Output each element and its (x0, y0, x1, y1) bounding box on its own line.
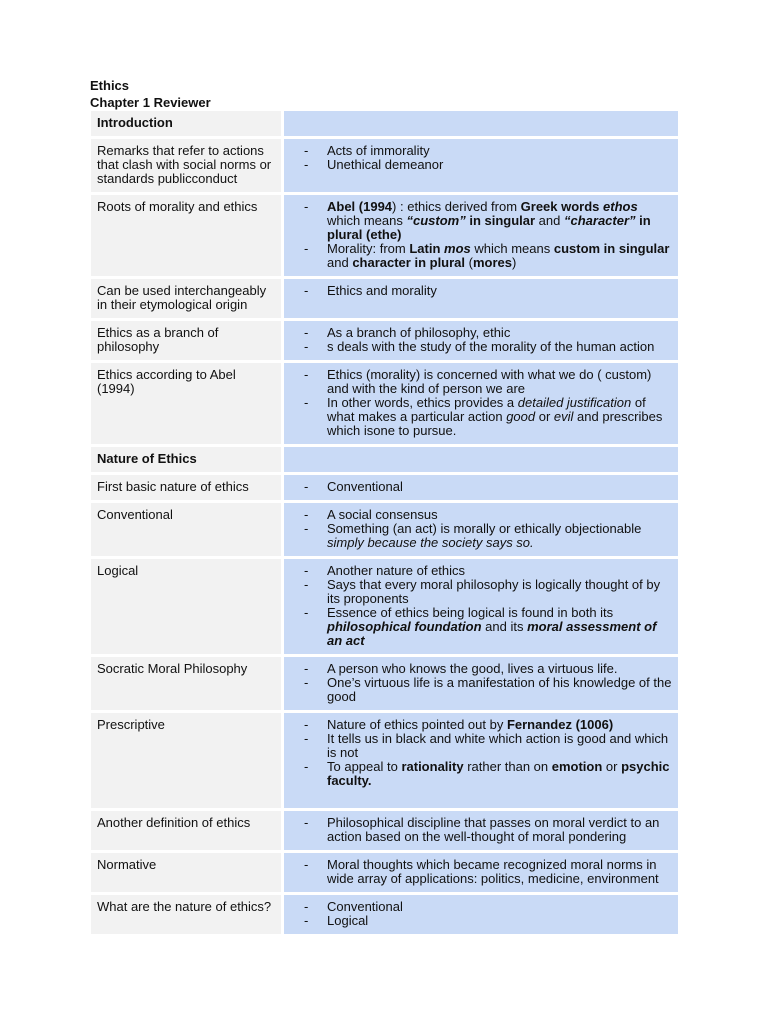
text-run: ) : ethics derived from (392, 199, 521, 214)
table-row (91, 447, 678, 475)
list-item-text (327, 760, 672, 788)
dash-bullet: - (304, 507, 309, 522)
list-item-text (327, 816, 672, 844)
text-run: philosophical foundation (327, 619, 482, 634)
text-run: Acts of immorality (327, 143, 430, 158)
table-row (91, 139, 678, 195)
list-item-text (327, 480, 672, 494)
definition-cell (284, 321, 678, 360)
text-run: Ethics (morality) is concerned with what we do ( custom) and with the kind of person we are (327, 367, 652, 396)
term-cell: Remarks that refer to actions that clash with social norms or standards publicconduct (91, 139, 281, 192)
list-item (304, 662, 672, 676)
text-run: To appeal to (327, 759, 402, 774)
list-item-text (327, 732, 672, 760)
dash-bullet: - (304, 759, 309, 774)
list-item-text (327, 676, 672, 704)
text-run: Greek words (520, 199, 604, 214)
text-run: rather than on (463, 759, 552, 774)
text-run: and (327, 255, 353, 270)
term-cell: Prescriptive (91, 713, 281, 808)
list-item (304, 718, 672, 732)
table-row (91, 559, 678, 657)
list-item (304, 396, 672, 438)
list-item-text (327, 508, 672, 522)
term-cell: Can be used interchangeably in their etymological origin (91, 279, 281, 318)
text-run: Unethical demeanor (327, 157, 444, 172)
text-run: evil (553, 409, 574, 424)
list-item-text (327, 522, 672, 550)
list-item-text (327, 242, 672, 270)
dash-bullet: - (304, 157, 309, 172)
dash-bullet: - (304, 283, 309, 298)
term-cell: Another definition of ethics (91, 811, 281, 850)
table-row (91, 279, 678, 321)
dash-bullet: - (304, 479, 309, 494)
dash-bullet: - (304, 325, 309, 340)
table-row (91, 475, 678, 503)
text-run: In other words, ethics provides a (327, 395, 518, 410)
section-heading: Nature of Ethics (91, 447, 281, 472)
text-run: moral assessment of an act (327, 619, 657, 648)
dash-bullet: - (304, 339, 309, 354)
definition-cell (284, 811, 678, 850)
term-cell: Roots of morality and ethics (91, 195, 281, 276)
table-row (91, 111, 678, 139)
document-subtitle: Chapter 1 Reviewer (90, 95, 211, 110)
list-item-text (327, 578, 672, 606)
list-item (304, 144, 672, 158)
text-run: ( (465, 255, 473, 270)
list-item (304, 508, 672, 522)
list-item (304, 732, 672, 760)
text-run: As a branch of philosophy, ethic (327, 325, 511, 340)
document-header (90, 77, 211, 111)
dash-bullet: - (304, 717, 309, 732)
text-run: mores (472, 255, 513, 270)
dash-bullet: - (304, 605, 309, 620)
table-row (91, 895, 678, 937)
text-run: simply because the society says so. (327, 535, 534, 550)
list-item (304, 914, 672, 928)
text-run: “character” (563, 213, 636, 228)
list-item (304, 676, 672, 704)
dash-bullet: - (304, 675, 309, 690)
definition-cell (284, 279, 678, 318)
text-run: A social consensus (327, 507, 438, 522)
term-cell: Socratic Moral Philosophy (91, 657, 281, 710)
text-run: and its (481, 619, 528, 634)
list-item-text (327, 858, 672, 886)
list-item-text (327, 396, 672, 438)
text-run: and (535, 213, 564, 228)
section-heading: Introduction (91, 111, 281, 136)
list-item-text (327, 368, 672, 396)
list-item (304, 900, 672, 914)
term-cell: What are the nature of ethics? (91, 895, 281, 934)
dash-bullet: - (304, 241, 309, 256)
table-row (91, 363, 678, 447)
text-run: A person who knows the good, lives a virtuous life. (327, 661, 618, 676)
term-cell: Logical (91, 559, 281, 654)
text-run: Ethics and morality (327, 283, 437, 298)
list-item (304, 368, 672, 396)
text-run: s deals with the study of the morality of the human action (327, 339, 655, 354)
list-item-text (327, 718, 672, 732)
text-run: Nature of ethics pointed out by (327, 717, 507, 732)
text-run: detailed justification (517, 395, 632, 410)
dash-bullet: - (304, 521, 309, 536)
text-run: Morality: from (327, 241, 410, 256)
table-row (91, 657, 678, 713)
text-run: or (535, 409, 554, 424)
list-item (304, 858, 672, 886)
text-run: Moral thoughts which became recognized moral norms in wide array of applications: politics, medicine, environment (327, 857, 659, 886)
text-run: Philosophical discipline that passes on moral verdict to an action based on the well-thought of moral pondering (327, 815, 660, 844)
list-item (304, 242, 672, 270)
table-row (91, 503, 678, 559)
dash-bullet: - (304, 577, 309, 592)
list-item (304, 200, 672, 242)
list-item-text (327, 158, 672, 172)
dash-bullet: - (304, 661, 309, 676)
definition-cell (284, 713, 678, 808)
text-run: which means (327, 213, 407, 228)
dash-bullet: - (304, 815, 309, 830)
dash-bullet: - (304, 857, 309, 872)
text-run: psychic faculty. (327, 759, 670, 788)
list-item (304, 284, 672, 298)
reviewer-table (91, 111, 678, 937)
text-run: Latin (409, 241, 445, 256)
list-item (304, 564, 672, 578)
definition-cell (284, 853, 678, 892)
list-item (304, 340, 672, 354)
definition-cell (284, 503, 678, 556)
definition-cell (284, 195, 678, 276)
list-item-text (327, 326, 672, 340)
text-run: good (506, 409, 536, 424)
text-run: Says that every moral philosophy is logically thought of by its proponents (327, 577, 661, 606)
definition-cell (284, 895, 678, 934)
text-run: mos (444, 241, 471, 256)
list-item-text (327, 200, 672, 242)
definition-cell (284, 475, 678, 500)
text-run: which means (470, 241, 554, 256)
text-run: Fernandez (1006) (506, 717, 614, 732)
document-title: Ethics (90, 78, 130, 93)
text-run: custom in singular (553, 241, 670, 256)
dash-bullet: - (304, 563, 309, 578)
definition-cell (284, 657, 678, 710)
list-item (304, 158, 672, 172)
list-item (304, 578, 672, 606)
list-item (304, 522, 672, 550)
text-run: in singular (465, 213, 536, 228)
dash-bullet: - (304, 913, 309, 928)
text-run: Another nature of ethics (327, 563, 466, 578)
list-item (304, 760, 672, 788)
list-item (304, 816, 672, 844)
text-run: ethos (603, 199, 638, 214)
list-item-text (327, 340, 672, 354)
definition-cell (284, 139, 678, 192)
definition-cell (284, 111, 678, 136)
definition-cell (284, 363, 678, 444)
text-run: Conventional (327, 479, 403, 494)
term-cell: Conventional (91, 503, 281, 556)
dash-bullet: - (304, 899, 309, 914)
text-run: Something (an act) is morally or ethically objectionable (327, 521, 642, 536)
table-row (91, 195, 678, 279)
dash-bullet: - (304, 395, 309, 410)
list-item-text (327, 144, 672, 158)
list-item-text (327, 284, 672, 298)
text-run: Conventional (327, 899, 403, 914)
term-cell: First basic nature of ethics (91, 475, 281, 500)
text-run: Logical (327, 913, 369, 928)
dash-bullet: - (304, 367, 309, 382)
list-item-text (327, 900, 672, 914)
dash-bullet: - (304, 731, 309, 746)
text-run: in plural (ethe) (327, 213, 651, 242)
text-run: “custom” (406, 213, 466, 228)
term-cell: Normative (91, 853, 281, 892)
table-row (91, 321, 678, 363)
text-run: or (602, 759, 622, 774)
dash-bullet: - (304, 143, 309, 158)
table-row (91, 853, 678, 895)
term-cell: Ethics as a branch of philosophy (91, 321, 281, 360)
list-item (304, 480, 672, 494)
text-run: ) (512, 255, 517, 270)
list-item (304, 326, 672, 340)
text-run: Essence of ethics being logical is found in both its (327, 605, 614, 620)
definition-cell (284, 447, 678, 472)
table-row (91, 811, 678, 853)
dash-bullet: - (304, 199, 309, 214)
list-item (304, 606, 672, 648)
text-run: of what makes a particular action (327, 395, 646, 424)
list-item-text (327, 914, 672, 928)
text-run: Abel (1994 (327, 199, 393, 214)
list-item-text (327, 662, 672, 676)
text-run: rationality (401, 759, 464, 774)
text-run: It tells us in black and white which action is good and which is not (327, 731, 669, 760)
definition-cell (284, 559, 678, 654)
text-run: and prescribes which isone to pursue. (327, 409, 663, 438)
text-run: emotion (551, 759, 603, 774)
text-run: One’s virtuous life is a manifestation of his knowledge of the good (327, 675, 672, 704)
text-run: character in plural (352, 255, 466, 270)
list-item-text (327, 606, 672, 648)
term-cell: Ethics according to Abel (1994) (91, 363, 281, 444)
list-item-text (327, 564, 672, 578)
table-row (91, 713, 678, 811)
